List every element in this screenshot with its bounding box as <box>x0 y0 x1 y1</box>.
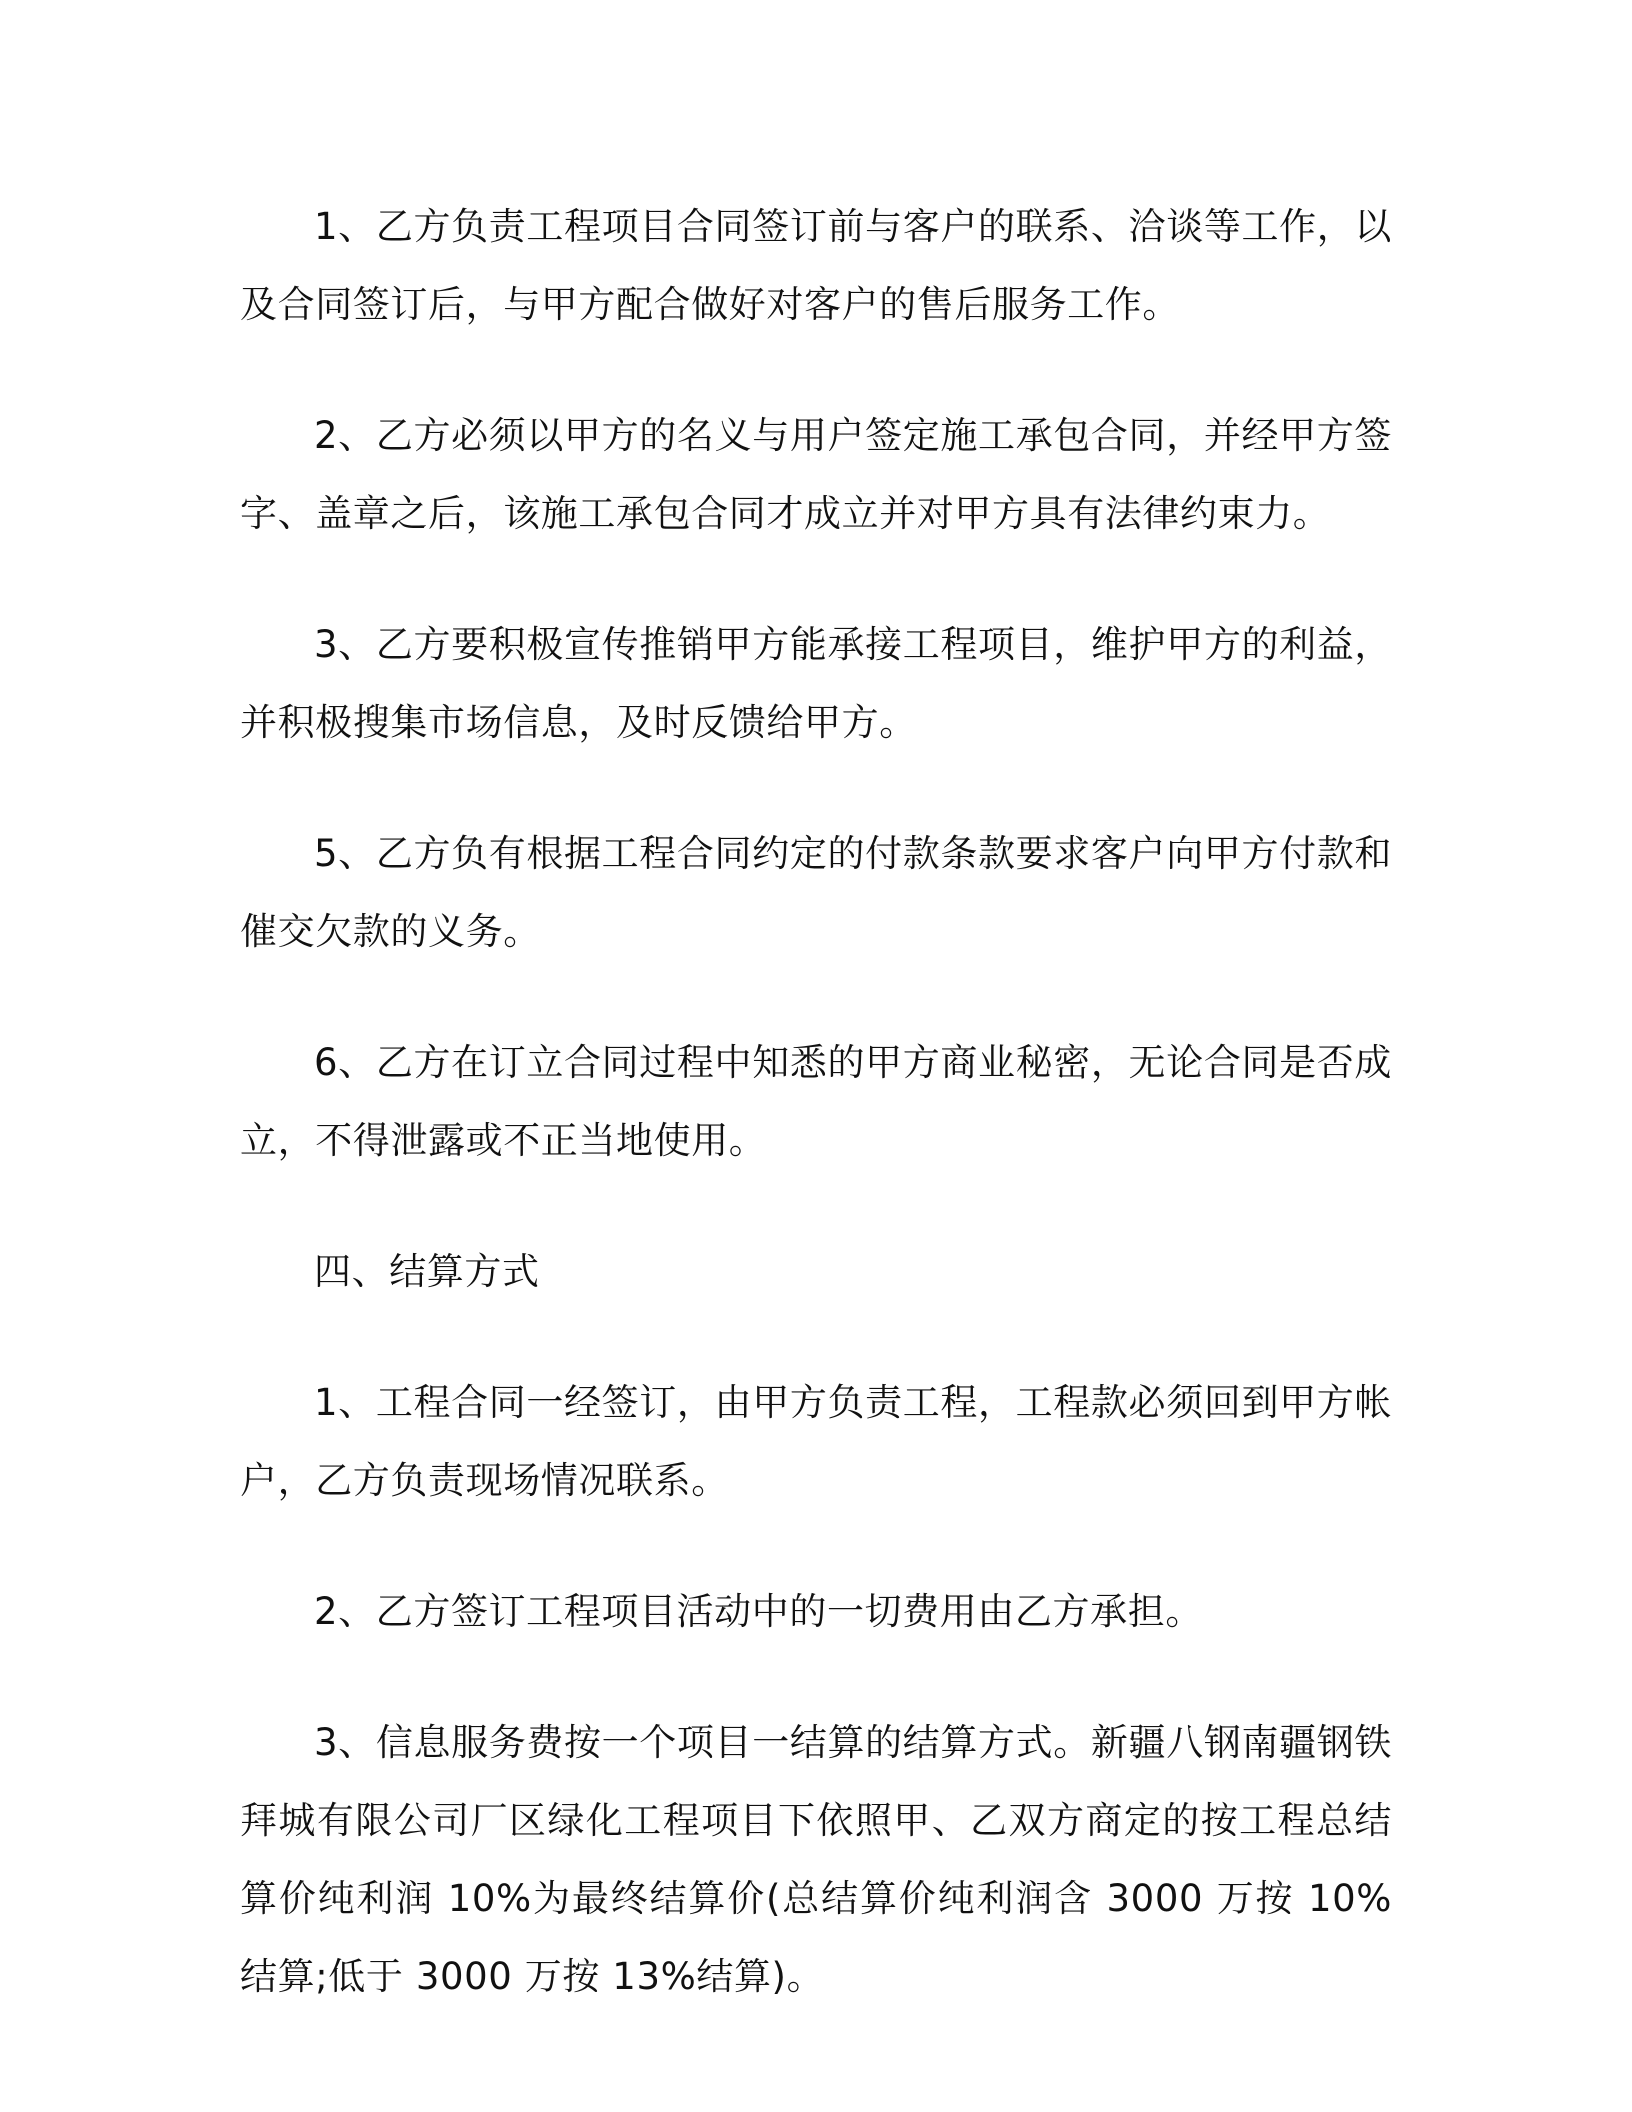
clause-2-paragraph: 2、乙方必须以甲方的名义与用户签定施工承包合同，并经甲方签字、盖章之后，该施工承包合同才成立并对甲方具有法律约束力。 <box>240 414 1392 535</box>
clause-6-paragraph: 6、乙方在订立合同过程中知悉的甲方商业秘密，无论合同是否成立，不得泄露或不正当地使用。 <box>240 1041 1392 1162</box>
settlement-clause-3-paragraph: 3、信息服务费按一个项目一结算的结算方式。新疆八钢南疆钢铁拜城有限公司厂区绿化工程项目下依照甲、乙双方商定的按工程总结算价纯利润 10%为最终结算价(总结算价纯利润含 3000 万按 10%结算;低于 3000 万按 13%结算)。 <box>240 1721 1392 1998</box>
section-heading-settlement: 四、结算方式 <box>314 1250 540 1293</box>
settlement-clause-1-paragraph: 1、工程合同一经签订，由甲方负责工程，工程款必须回到甲方帐户，乙方负责现场情况联系。 <box>240 1381 1392 1502</box>
clause-5-paragraph: 5、乙方负有根据工程合同约定的付款条款要求客户向甲方付款和催交欠款的义务。 <box>240 832 1392 953</box>
document-body <box>240 188 1392 2069</box>
clause-3-paragraph: 3、乙方要积极宣传推销甲方能承接工程项目，维护甲方的利益，并积极搜集市场信息，及时反馈给甲方。 <box>240 623 1392 744</box>
settlement-clause-2-paragraph: 2、乙方签订工程项目活动中的一切费用由乙方承担。 <box>314 1590 1203 1633</box>
clause-1-paragraph: 1、乙方负责工程项目合同签订前与客户的联系、洽谈等工作，以及合同签订后，与甲方配合做好对客户的售后服务工作。 <box>240 205 1392 326</box>
